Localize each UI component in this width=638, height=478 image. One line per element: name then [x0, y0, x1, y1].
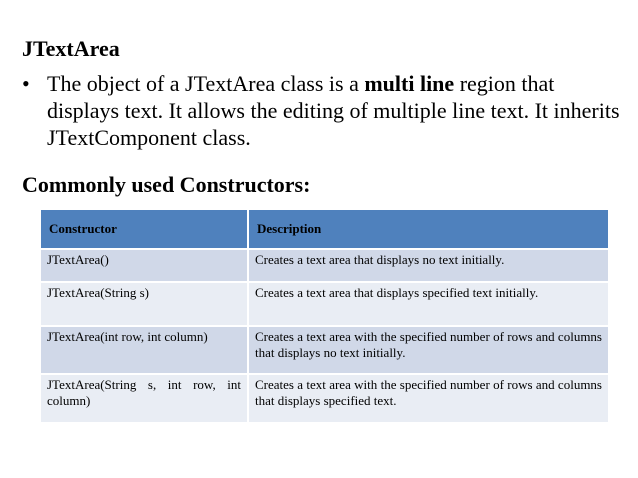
table-row — [41, 373, 608, 422]
table-row — [41, 325, 608, 373]
constructor-cell: JTextArea() — [41, 248, 249, 281]
bullet-text-bold: multi line — [364, 71, 455, 96]
description-cell: Creates a text area that displays specified text initially. — [249, 281, 608, 325]
table-header-row — [41, 210, 608, 248]
section-heading: Commonly used Constructors: — [22, 172, 311, 197]
bullet-text-after: region that displays text. It allows the editing of multiple line text. It inherits JTextComponent class. — [47, 71, 620, 150]
bullet-paragraph — [22, 70, 622, 151]
slide-title: JTextArea — [22, 36, 120, 61]
bullet-dot-icon: • — [22, 71, 30, 96]
header-constructor: Constructor — [41, 210, 249, 248]
table-row — [41, 248, 608, 281]
constructor-cell: JTextArea(String s) — [41, 281, 249, 325]
description-cell: Creates a text area that displays no text initially. — [249, 248, 608, 281]
constructors-table — [41, 210, 608, 422]
constructor-cell: JTextArea(int row, int column) — [41, 325, 249, 373]
description-cell: Creates a text area with the specified number of rows and columns that displays specified text. — [249, 373, 608, 422]
header-description: Description — [249, 210, 608, 248]
description-cell: Creates a text area with the specified number of rows and columns that displays no text initially. — [249, 325, 608, 373]
bullet-text-before: The object of a JTextArea class is a — [47, 71, 365, 96]
table-row — [41, 281, 608, 325]
bullet-text — [47, 70, 622, 151]
constructor-cell: JTextArea(String s, int row, int column) — [41, 373, 249, 422]
